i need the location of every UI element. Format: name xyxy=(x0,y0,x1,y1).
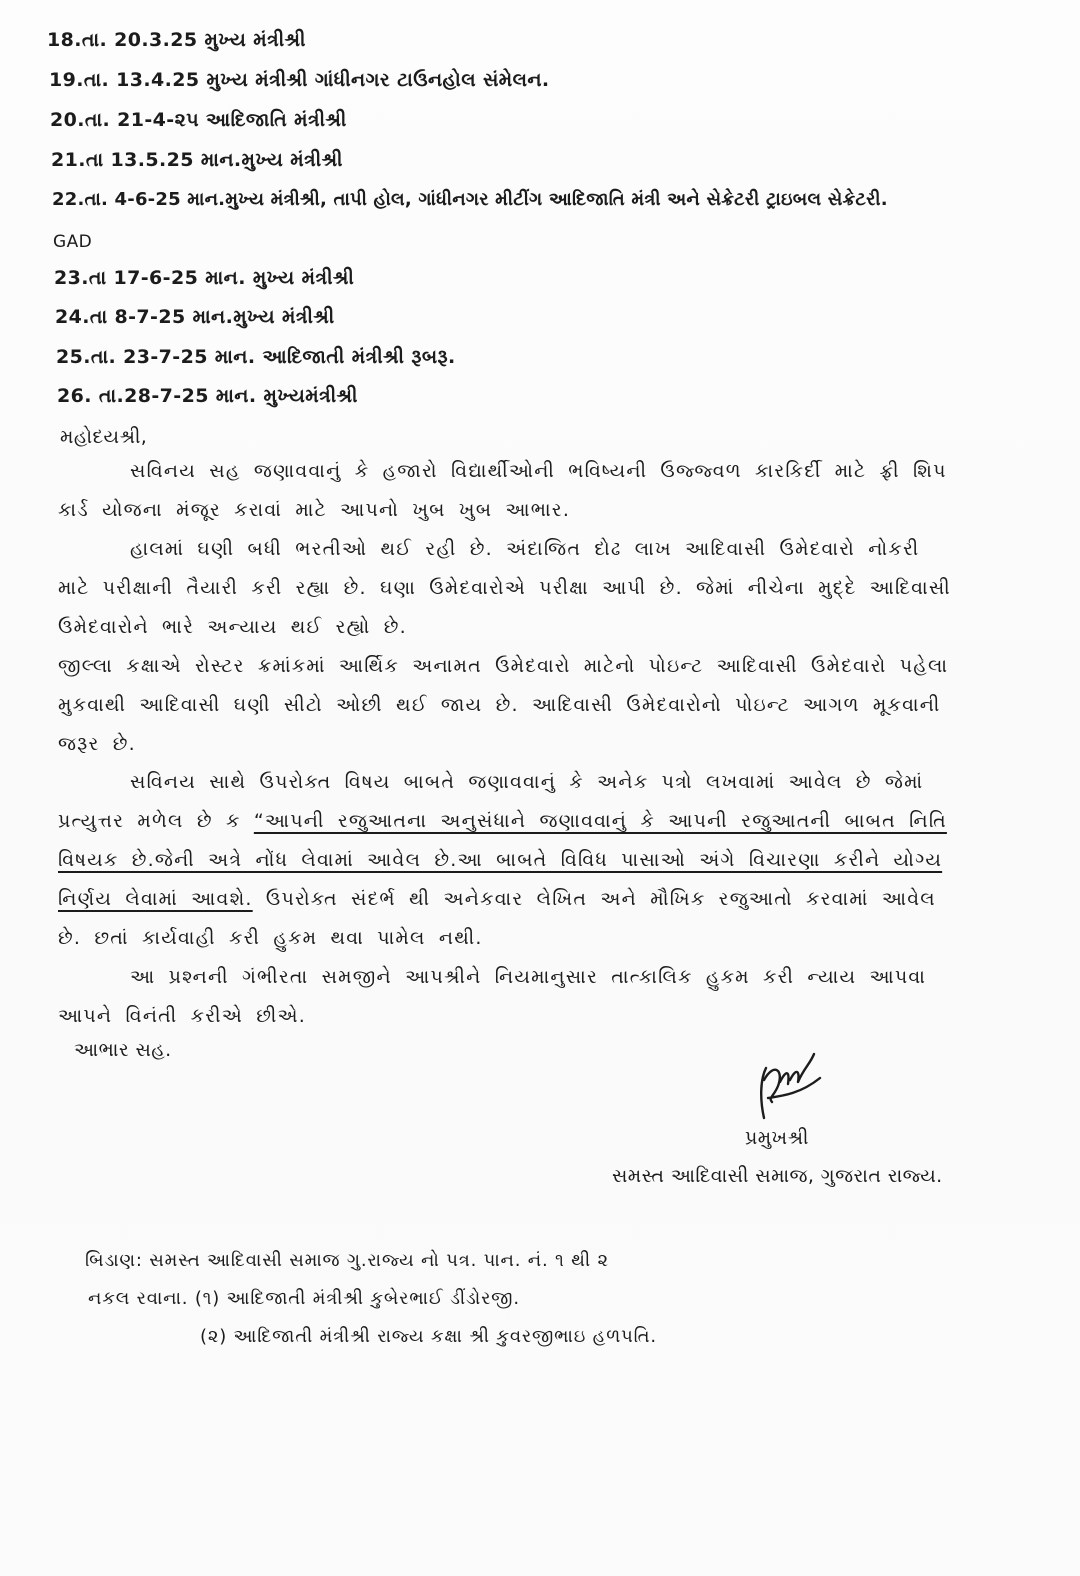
meeting-text: તા. 21-4-૨૫ આદિજાતિ મંત્રીશ્રી xyxy=(84,109,347,131)
meeting-item-22 xyxy=(52,188,888,212)
meeting-num: 26. xyxy=(57,385,92,407)
meeting-text: તા. 23-7-25 માન. આદિજાતી મંત્રીશ્રી રૂબરૂ. xyxy=(90,346,456,368)
government-reply-quote: “આપની રજુઆતના અનુસંધાને જણાવવાનું કે આપની રજુઆતની બાબત નિતિ વિષયક છે.જેની અત્રે નોંધ લેવામાં આવેલ છે.આ બાબતે વિવિધ પાસાઓ અંગે વિચારણા કરીને યોગ્ય નિર્ણય લેવામાં આવશે. xyxy=(58,810,947,910)
meeting-text: તા 17-6-25 માન. મુખ્ય મંત્રીશ્રી xyxy=(88,267,355,289)
signatory-title: પ્રમુખશ્રી xyxy=(745,1127,809,1149)
meeting-num: 22. xyxy=(52,189,85,210)
meeting-item-21 xyxy=(51,148,343,172)
meeting-text: તા.28-7-25 માન. મુખ્યમંત્રીશ્રી xyxy=(91,385,358,407)
paragraph-thanks: સવિનય સહ જણાવવાનું કે હજારો વિદ્યાર્થીઓની ભવિષ્યની ઉજ્જ્વળ કારકિર્દી માટે ફ્રી શિપ કાર્ડ યોજના મંજૂર કરાવાં માટે આપનો ખુબ ખુબ આભાર. xyxy=(58,460,947,521)
meeting-num: 23. xyxy=(54,267,89,289)
salutation: મહોદયશ્રી, xyxy=(60,426,148,448)
meeting-item-19 xyxy=(49,68,550,92)
representation-intro: સવિનય સાથે ઉપરોક્ત વિષય બાબતે જણાવવાનું કે અનેક પત્રો લખવામાં આવેલ છે જેમાં પ્રત્યુત્તર મળેલ છે ક xyxy=(58,771,924,832)
meeting-item-18 xyxy=(47,28,306,52)
meeting-num: 19. xyxy=(49,69,84,91)
representation-outcome: ઉપરોક્ત સંદર્ભ થી અનેકવાર લેખિત અને મૌખિક રજુઆતો કરવામાં આવેલ છે. છતાં કાર્યવાહી કરી હુકમ થવા પામેલ નથી. xyxy=(58,888,936,949)
meeting-item-20 xyxy=(50,108,347,132)
signature-mark xyxy=(738,1040,838,1140)
copy-to-line-1: નકલ રવાના. (૧) આદિજાતી મંત્રીશ્રી કુબેરભાઈ ડીંડોરજી. xyxy=(88,1288,520,1309)
meeting-num: 24. xyxy=(55,306,90,328)
meeting-num: 18. xyxy=(47,29,82,51)
signatory-org: સમસ્ત આદિવાસી સમાજ, ગુજરાત રાજ્ય. xyxy=(612,1165,943,1187)
meeting-text: તા. 13.4.25 મુખ્ય મંત્રીશ્રી ગાંધીનગર ટાઉનહોલ સંમેલન. xyxy=(83,69,550,91)
meeting-text: GAD xyxy=(53,232,93,252)
paragraph-recruitment: હાલમાં ઘણી બધી ભરતીઓ થઈ રહી છે. અંદાજિત દોઢ લાખ આદિવાસી ઉમેદવારો નોકરી માટે પરીક્ષાની તૈયારી કરી રહ્યા છે. ઘણા ઉમેદવારોએ પરીક્ષા આપી છે. જેમાં નીચેના મુદ્દે આદિવાસી ઉમેદવારોને ભારે અન્યાય થઈ રહ્યો છે. xyxy=(58,538,951,638)
paragraph-roster-issue: જીલ્લા કક્ષાએ રોસ્ટર ક્રમાંકમાં આર્થિક અનામત ઉમેદવારો માટેનો પોઇન્ટ આદિવાસી ઉમેદવારો પહેલા મુકવાથી આદિવાસી ઘણી સીટો ઓછી થઈ જાય છે. આદિવાસી ઉમેદવારોનો પોઇન્ટ આગળ મૂકવાની જરૂર છે. xyxy=(58,655,949,755)
meeting-gad-note xyxy=(53,230,92,254)
copy-to-line-2: (૨) આદિજાતી મંત્રીશ્રી રાજ્ય કક્ષા શ્રી કુવરજીભાઇ હળપતિ. xyxy=(200,1326,657,1347)
paragraph-representations xyxy=(58,763,963,958)
paragraph-request: આ પ્રશ્નની ગંભીરતા સમજીને આપશ્રીને નિયમાનુસાર તાત્કાલિક હુકમ કરી ન્યાય આપવા આપને વિનંતી કરીએ છીએ. xyxy=(58,966,927,1027)
meeting-num: 25. xyxy=(56,346,91,368)
meeting-num: 20. xyxy=(50,109,85,131)
meeting-text: તા 8-7-25 માન.મુખ્ય મંત્રીશ્રી xyxy=(89,306,335,328)
meeting-text: તા. 20.3.25 મુખ્ય મંત્રીશ્રી xyxy=(81,29,306,51)
meeting-num: 21. xyxy=(51,149,86,171)
enclosure-note: બિડાણ: સમસ્ત આદિવાસી સમાજ ગુ.રાજ્ય નો પત્ર. પાન. નં. ૧ થી ૨ xyxy=(85,1250,609,1271)
closing: આભાર સહ. xyxy=(74,1039,172,1061)
meeting-item-24 xyxy=(55,305,335,329)
meeting-item-25 xyxy=(56,345,456,369)
meeting-text: તા 13.5.25 માન.મુખ્ય મંત્રીશ્રી xyxy=(85,149,343,171)
meeting-item-23 xyxy=(54,266,354,290)
meeting-item-26 xyxy=(57,384,358,408)
meeting-text: તા. 4-6-25 માન.મુખ્ય મંત્રીશ્રી, તાપી હોલ, ગાંધીનગર મીટીંગ આદિજાતિ મંત્રી અને સેક્રેટરી ટ્રાઇબલ સેક્રેટરી. xyxy=(84,189,888,210)
